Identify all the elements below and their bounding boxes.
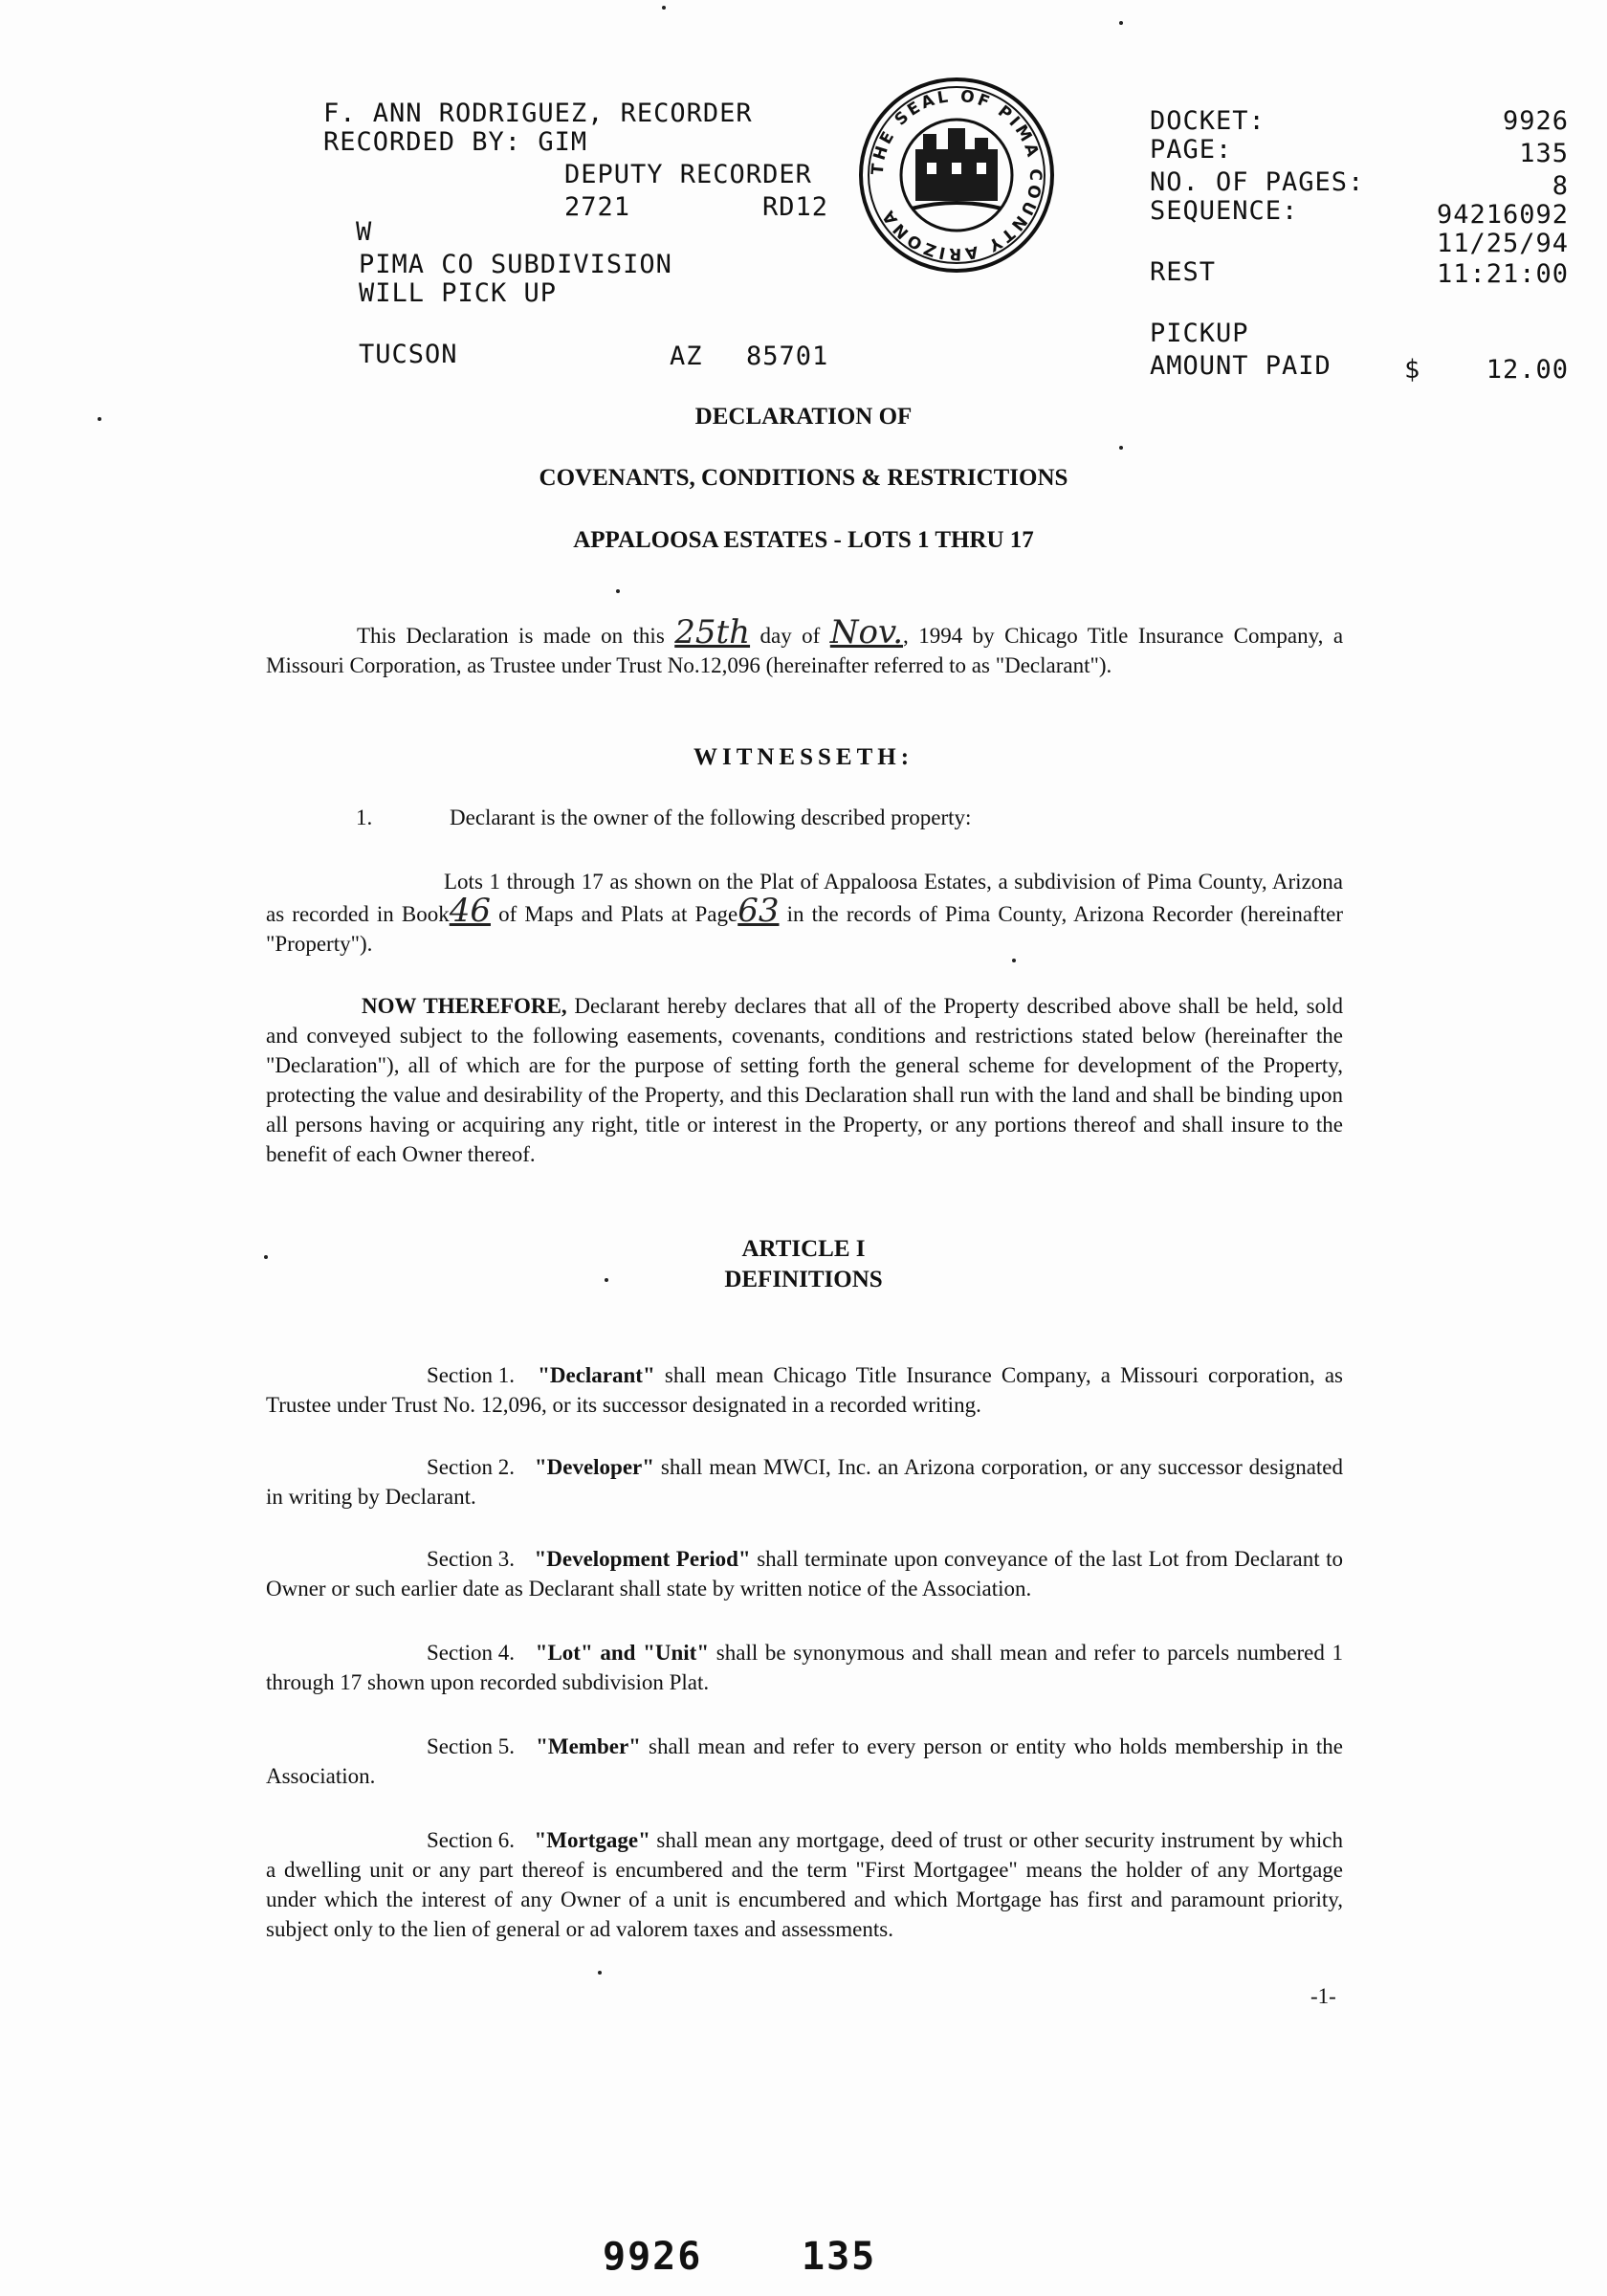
recorder-code-2: RD12 xyxy=(762,192,829,222)
scan-speck xyxy=(1012,959,1016,962)
footer-docket: 9926 xyxy=(603,2235,703,2279)
county-seal-icon xyxy=(856,75,1057,276)
now-therefore-lead: NOW THEREFORE, xyxy=(362,994,567,1018)
now-therefore-paragraph xyxy=(266,991,1343,1169)
record-date: 11/25/94 xyxy=(1436,229,1569,258)
record-time: 11:21:00 xyxy=(1436,259,1569,289)
lots-text-1: Lots 1 through 17 as shown on the Plat of Appaloosa Estates, a subdivision of Pima County, Arizona as recorded in Book xyxy=(266,870,1343,926)
section-2 xyxy=(266,1452,1343,1512)
section-1-label: Section 1. xyxy=(427,1363,515,1387)
section-6-label: Section 6. xyxy=(427,1828,515,1852)
section-6-text: shall mean any mortgage, deed of trust or other security instrument by which a dwelling unit or any part thereof is encumbered and the term "First Mortgagee" means the holder of any Mortgage under which the interest of any Owner of a unit is encumbered and which Mortgage has first and paramount priority, subject only to the lien of general or ad valorem taxes and assessments. xyxy=(266,1828,1344,1941)
article-subtitle: DEFINITIONS xyxy=(724,1267,883,1292)
pages-value: 8 xyxy=(1552,171,1569,201)
handwritten-book: 46 xyxy=(449,892,491,930)
section-2-text: shall mean MWCI, Inc. an Arizona corporation, or any successor designated in writing by Declarant. xyxy=(266,1455,1344,1509)
scan-speck xyxy=(605,1278,608,1282)
section-1-text: shall mean Chicago Title Insurance Company, a Missouri corporation, as Trustee under Trust No. 12,096, or its successor designated in a recorded writing. xyxy=(266,1363,1344,1417)
intro-paragraph xyxy=(266,613,1344,680)
rest-label: REST xyxy=(1150,257,1217,287)
pages-label: NO. OF PAGES: xyxy=(1150,167,1365,197)
lots-text-3: in the records of Pima County, Arizona Recorder (hereinafter "Property"). xyxy=(266,902,1344,956)
section-5-term: "Member" xyxy=(536,1734,641,1758)
section-5 xyxy=(266,1732,1343,1791)
lots-text-2: of Maps and Plats at Page xyxy=(498,902,738,926)
section-5-text: shall mean and refer to every person or entity who holds membership in the Association. xyxy=(266,1734,1344,1788)
deputy-recorder: DEPUTY RECORDER xyxy=(564,160,812,189)
item-1-number: 1. xyxy=(356,806,373,829)
recorded-by: RECORDED BY: GIM xyxy=(323,127,588,157)
page-label: PAGE: xyxy=(1150,135,1233,165)
recorder-code-1: 2721 xyxy=(564,192,631,222)
section-1-term: "Declarant" xyxy=(538,1363,655,1387)
scan-speck xyxy=(1119,21,1123,25)
sequence-value: 94216092 xyxy=(1436,200,1569,230)
recorder-w: W xyxy=(356,217,373,247)
section-3 xyxy=(266,1544,1343,1603)
section-3-label: Section 3. xyxy=(427,1547,515,1571)
lots-paragraph xyxy=(266,867,1343,959)
amount-label: AMOUNT PAID xyxy=(1150,351,1332,381)
section-2-label: Section 2. xyxy=(427,1455,515,1479)
item-1-text: Declarant is the owner of the following described property: xyxy=(450,806,972,829)
scan-speck xyxy=(662,6,666,10)
article-title: ARTICLE I xyxy=(741,1236,866,1262)
footer-page: 135 xyxy=(802,2235,877,2279)
section-4-label: Section 4. xyxy=(427,1641,515,1665)
now-therefore-text: Declarant hereby declares that all of the Property described above shall be held, sold and conveyed subject to the following easements, covenants, conditions and restrictions stated below (hereinafter the "Declaration"), all of which are for the purpose of setting forth the general scheme for development of the Property, protecting the value and desirability of the Property, and this Declaration shall run with the land and shall be binding upon all persons having or acquiring any right, title or interest in the Property, or any portions thereof and shall insure to the benefit of each Owner thereof. xyxy=(266,994,1344,1166)
address-line-1: PIMA CO SUBDIVISION xyxy=(359,250,672,279)
section-4-term: "Lot" and "Unit" xyxy=(535,1641,710,1665)
docket-value: 9926 xyxy=(1502,106,1569,136)
section-5-label: Section 5. xyxy=(427,1734,515,1758)
heading-covenants: COVENANTS, CONDITIONS & RESTRICTIONS xyxy=(539,465,1068,491)
intro-text-3: , 1994 by Chicago Title Insurance Company, a Missouri Corporation, as Trustee under Trust No.12,096 (hereinafter referred to as "Declarant"). xyxy=(266,624,1344,677)
address-city: TUCSON xyxy=(359,340,458,369)
handwritten-page: 63 xyxy=(737,892,780,930)
section-4-text: shall be synonymous and shall mean and refer to parcels numbered 1 through 17 shown upon recorded subdivision Plat. xyxy=(266,1641,1344,1694)
address-state: AZ xyxy=(670,342,703,371)
scan-speck xyxy=(264,1255,268,1259)
currency-symbol: $ xyxy=(1404,355,1421,385)
address-zip: 85701 xyxy=(746,342,829,371)
scan-speck xyxy=(1119,446,1123,450)
recorder-name: F. ANN RODRIGUEZ, RECORDER xyxy=(323,99,753,128)
heading-declaration: DECLARATION OF xyxy=(694,404,913,430)
witnesseth-heading: WITNESSETH: xyxy=(693,744,914,770)
heading-estates: APPALOOSA ESTATES - LOTS 1 THRU 17 xyxy=(573,527,1034,553)
section-3-term: "Development Period" xyxy=(534,1547,751,1571)
scan-speck xyxy=(616,589,620,593)
section-2-term: "Developer" xyxy=(534,1455,655,1479)
handwritten-month: Nov. xyxy=(829,613,903,651)
amount-value: 12.00 xyxy=(1486,355,1569,385)
page-number: -1- xyxy=(1310,1984,1336,2008)
section-1 xyxy=(266,1360,1343,1420)
docket-label: DOCKET: xyxy=(1150,106,1266,136)
sequence-label: SEQUENCE: xyxy=(1150,196,1299,226)
section-4 xyxy=(266,1638,1343,1697)
section-3-text: shall terminate upon conveyance of the last Lot from Declarant to Owner or such earlier date as Declarant shall state by written notice of the Association. xyxy=(266,1547,1344,1601)
address-line-2: WILL PICK UP xyxy=(359,278,558,308)
intro-text-2: day of xyxy=(759,624,821,648)
section-6-term: "Mortgage" xyxy=(534,1828,650,1852)
page-value: 135 xyxy=(1519,139,1569,168)
pickup-label: PICKUP xyxy=(1150,319,1249,348)
section-6 xyxy=(266,1825,1343,1944)
scan-speck xyxy=(98,417,101,421)
seal-text: THE SEAL OF PIMA COUNTY ARIZONA xyxy=(868,86,1046,264)
handwritten-day: 25th xyxy=(674,613,751,651)
intro-text-1: This Declaration is made on this xyxy=(357,624,665,648)
scan-speck xyxy=(598,1971,602,1975)
